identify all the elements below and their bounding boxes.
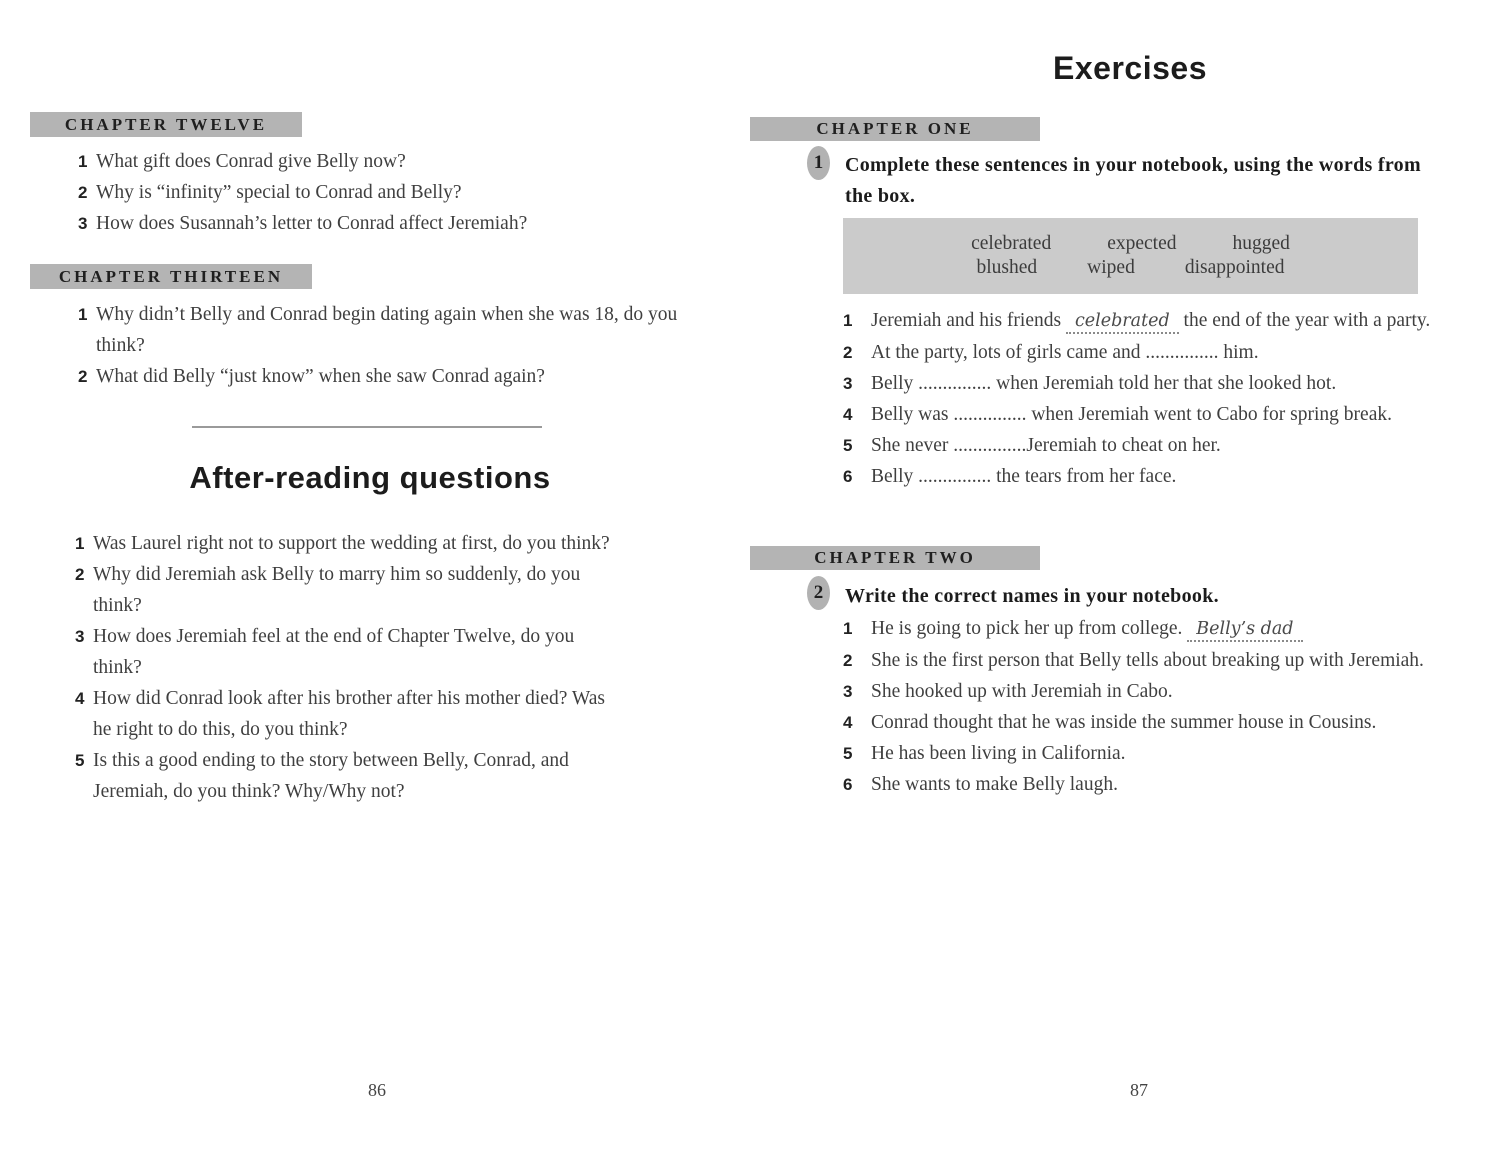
sentence-item bbox=[843, 707, 1463, 738]
page-number-left: 86 bbox=[368, 1080, 386, 1100]
question-number: 1 bbox=[78, 152, 88, 171]
question-number: 4 bbox=[75, 689, 85, 708]
question-item bbox=[78, 177, 693, 208]
word-box-word: hugged bbox=[1232, 233, 1290, 254]
question-item bbox=[78, 146, 693, 177]
question-number: 2 bbox=[78, 183, 88, 202]
sentence-number: 4 bbox=[843, 713, 853, 732]
sentence-item bbox=[843, 769, 1463, 800]
question-item bbox=[75, 621, 655, 683]
question-text: What did Belly “just know” when she saw Conrad again? bbox=[96, 366, 545, 387]
word-box-word: blushed bbox=[976, 257, 1038, 278]
sentence-item bbox=[843, 613, 1463, 645]
question-number: 2 bbox=[78, 367, 88, 386]
sentence-text: At the party, lots of girls came and ............... him. bbox=[871, 342, 1259, 363]
question-item bbox=[78, 299, 693, 361]
handwritten-answer: Belly’s dad bbox=[1187, 619, 1302, 642]
chapter-twelve-question-list bbox=[78, 146, 693, 239]
word-box-row bbox=[843, 233, 1418, 255]
question-text: How does Jeremiah feel at the end of Chapter Twelve, do you think? bbox=[93, 626, 575, 678]
word-box-word: wiped bbox=[1087, 257, 1135, 278]
sentence-number: 5 bbox=[843, 744, 853, 763]
question-number: 5 bbox=[75, 751, 85, 770]
question-number: 1 bbox=[75, 534, 85, 553]
chapter-one-sentence-list bbox=[843, 305, 1443, 492]
exercise-number-badge: 1 bbox=[807, 146, 830, 180]
sentence-item bbox=[843, 430, 1443, 461]
after-reading-question-list bbox=[75, 528, 655, 807]
chapter-thirteen-question-list bbox=[78, 299, 693, 392]
sentence-number: 2 bbox=[843, 343, 853, 362]
question-text: What gift does Conrad give Belly now? bbox=[96, 151, 406, 172]
question-number: 3 bbox=[75, 627, 85, 646]
sentence-item bbox=[843, 461, 1443, 492]
sentence-number: 5 bbox=[843, 436, 853, 455]
sentence-text: Conrad thought that he was inside the summer house in Cousins. bbox=[871, 712, 1377, 733]
sentence-text: the end of the year with a party. bbox=[1183, 310, 1431, 331]
sentence-item bbox=[843, 337, 1443, 368]
word-box-row bbox=[843, 257, 1418, 279]
question-item bbox=[75, 559, 655, 621]
question-item bbox=[78, 208, 693, 239]
sentence-number: 1 bbox=[843, 619, 853, 638]
sentence-number: 2 bbox=[843, 651, 853, 670]
question-text: Why did Jeremiah ask Belly to marry him so suddenly, do you think? bbox=[93, 564, 581, 616]
question-text: Why is “infinity” special to Conrad and Belly? bbox=[96, 182, 462, 203]
question-text: Was Laurel right not to support the wedding at first, do you think? bbox=[93, 533, 610, 554]
word-box bbox=[843, 218, 1418, 294]
sentence-number: 6 bbox=[843, 775, 853, 794]
sentence-item bbox=[843, 645, 1463, 676]
question-text: Is this a good ending to the story between Belly, Conrad, and Jeremiah, do you think? Why/Why not? bbox=[93, 750, 569, 802]
question-text: How did Conrad look after his brother after his mother died? Was he right to do this, do you think? bbox=[93, 688, 605, 740]
sentence-number: 3 bbox=[843, 682, 853, 701]
chapter-thirteen-header: CHAPTER THIRTEEN bbox=[30, 264, 312, 289]
question-text: How does Susannah’s letter to Conrad affect Jeremiah? bbox=[96, 213, 528, 234]
sentence-text: Belly was ............... when Jeremiah went to Cabo for spring break. bbox=[871, 404, 1392, 425]
handwritten-answer: celebrated bbox=[1066, 311, 1179, 334]
exercise-one-instruction: Complete these sentences in your notebook, using the words from the box. bbox=[845, 154, 1421, 207]
sentence-text: He is going to pick her up from college. bbox=[871, 618, 1183, 639]
chapter-twelve-header: CHAPTER TWELVE bbox=[30, 112, 302, 137]
exercises-title: Exercises bbox=[1053, 50, 1207, 86]
sentence-text: She wants to make Belly laugh. bbox=[871, 774, 1118, 795]
question-number: 3 bbox=[78, 214, 88, 233]
chapter-two-header: CHAPTER TWO bbox=[750, 546, 1040, 570]
section-divider bbox=[192, 426, 542, 428]
sentence-number: 1 bbox=[843, 311, 853, 330]
sentence-number: 6 bbox=[843, 467, 853, 486]
question-number: 2 bbox=[75, 565, 85, 584]
question-item bbox=[75, 528, 655, 559]
question-item bbox=[75, 683, 655, 745]
exercise-number-badge: 2 bbox=[807, 576, 830, 610]
sentence-number: 3 bbox=[843, 374, 853, 393]
sentence-item bbox=[843, 368, 1443, 399]
page-number-right: 87 bbox=[1130, 1080, 1148, 1100]
question-item bbox=[78, 361, 693, 392]
after-reading-questions-title: After-reading questions bbox=[189, 460, 551, 495]
word-box-word: expected bbox=[1107, 233, 1177, 254]
sentence-text: She never ...............Jeremiah to cheat on her. bbox=[871, 435, 1221, 456]
sentence-text: Belly ............... when Jeremiah told her that she looked hot. bbox=[871, 373, 1337, 394]
sentence-text: He has been living in California. bbox=[871, 743, 1126, 764]
question-text: Why didn’t Belly and Conrad begin dating again when she was 18, do you think? bbox=[96, 304, 678, 356]
sentence-item bbox=[843, 738, 1463, 769]
chapter-one-header: CHAPTER ONE bbox=[750, 117, 1040, 141]
question-item bbox=[75, 745, 655, 807]
word-box-word: celebrated bbox=[971, 233, 1052, 254]
chapter-two-sentence-list bbox=[843, 613, 1463, 800]
sentence-item bbox=[843, 399, 1443, 430]
question-number: 1 bbox=[78, 305, 88, 324]
sentence-text: Jeremiah and his friends bbox=[871, 310, 1062, 331]
sentence-number: 4 bbox=[843, 405, 853, 424]
sentence-item bbox=[843, 305, 1443, 337]
word-box-word: disappointed bbox=[1184, 257, 1285, 278]
sentence-text: She is the first person that Belly tells about breaking up with Jeremiah. bbox=[871, 650, 1424, 671]
sentence-text: Belly ............... the tears from her face. bbox=[871, 466, 1177, 487]
exercise-two-instruction: Write the correct names in your notebook. bbox=[845, 585, 1219, 607]
sentence-text: She hooked up with Jeremiah in Cabo. bbox=[871, 681, 1173, 702]
sentence-item bbox=[843, 676, 1463, 707]
